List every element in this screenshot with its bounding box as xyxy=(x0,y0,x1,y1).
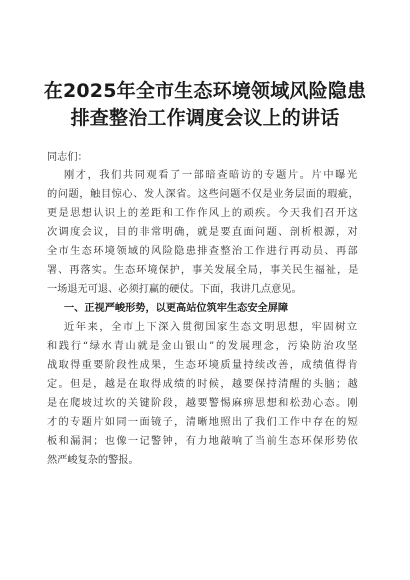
body-line-text: 才的专题片如同一面镜子，清晰地照出了我们工作中存在的短 xyxy=(47,417,360,428)
body-line xyxy=(47,379,359,391)
body-line-text: 战取得重要阶段性成果，生态环境质量持续改善，成绩值得肯 xyxy=(47,360,360,371)
body-line xyxy=(47,246,359,258)
body-line-text: 然严峻复杂的警报。 xyxy=(47,455,139,466)
body-line xyxy=(47,189,359,201)
body-line xyxy=(47,455,359,467)
body-line-text: 是在爬坡过坎的关键阶段，越要警惕麻痹思想和松劲心态。刚 xyxy=(47,398,360,409)
body-line xyxy=(47,284,359,296)
salutation xyxy=(47,152,341,164)
body-line-text: 近年来，全市上下深入贯彻国家生态文明思想，牢固树立 xyxy=(64,322,359,333)
body-line xyxy=(47,398,359,410)
body-line-text: 和践行“绿水青山就是金山银山”的发展理念，污染防治攻坚 xyxy=(47,341,360,352)
body-line xyxy=(64,322,359,334)
body-line-text: 的问题，触目惊心、发人深省。这些问题不仅是业务层面的瑕疵， xyxy=(47,189,360,200)
body-line-text: 次调度会议，目的非常明确，就是要直面问题、剖析根源，对 xyxy=(47,227,360,238)
body-line-text: 定。但是，越是在取得成绩的时候，越要保持清醒的头脑；越 xyxy=(47,379,360,390)
body-line xyxy=(47,208,359,220)
body-line xyxy=(47,417,359,429)
body-line-text: 全市生态环境领域的风险隐患排查整治工作进行再动员、再部 xyxy=(47,246,360,257)
body-line xyxy=(47,265,359,277)
document-title-line-2: 排查整治工作调度会议上的讲话 xyxy=(70,107,340,129)
section-heading-text: 一、正视严峻形势，以更高站位筑牢生态安全屏障 xyxy=(64,303,289,314)
body-line-text: 刚才，我们共同观看了一部暗查暗访的专题片。片中曝光 xyxy=(64,170,359,181)
body-line-text: 署、再落实。生态环境保护，事关发展全局，事关民生福祉，是 xyxy=(47,265,360,276)
body-line-text: 更是思想认识上的差距和工作作风上的顽疾。今天我们召开这 xyxy=(47,208,360,219)
body-line xyxy=(47,436,359,448)
section-heading xyxy=(64,303,359,315)
body-line-text: 一场退无可退、必须打赢的硬仗。下面，我讲几点意见。 xyxy=(47,284,302,295)
body-line xyxy=(47,360,359,372)
document-title-line-1: 在2025年全市生态环境领域风险隐患 xyxy=(43,80,367,102)
body-line xyxy=(47,341,359,353)
body-line-text: 板和漏洞；也像一记警钟，有力地敲响了当前生态环保形势依 xyxy=(47,436,360,447)
body-line xyxy=(64,170,359,182)
salutation-text: 同志们： xyxy=(47,152,88,163)
body-line xyxy=(47,227,359,239)
